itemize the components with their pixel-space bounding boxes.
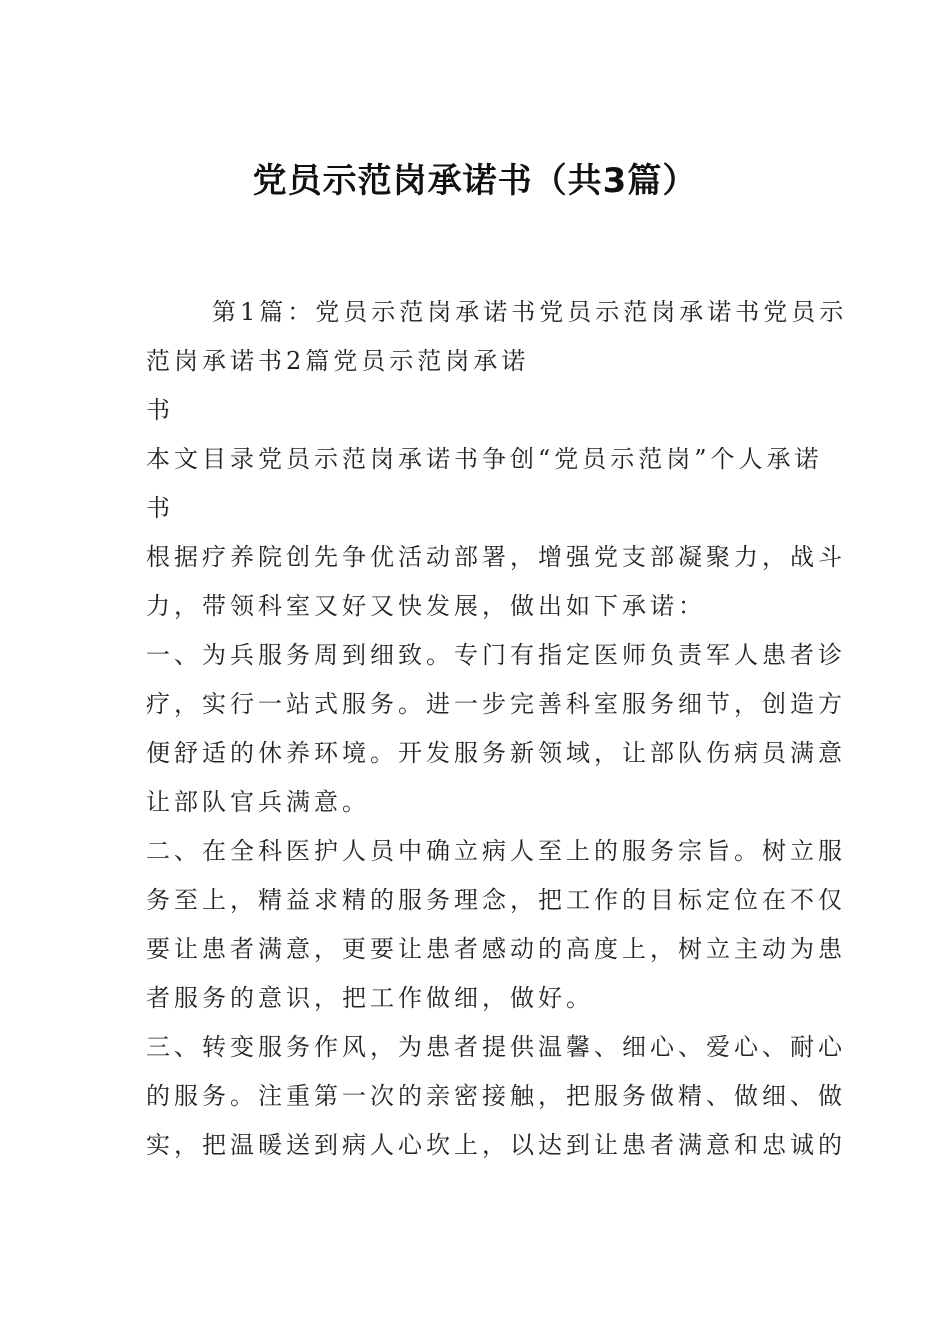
paragraph-line: 根据疗养院创先争优活动部署，增强党支部凝聚力，战斗 — [146, 543, 846, 571]
paragraph-line: 的服务。注重第一次的亲密接触，把服务做精、做细、做 — [146, 1082, 846, 1110]
paragraph-line: 三、转变服务作风，为患者提供温馨、细心、爱心、耐心 — [146, 1033, 846, 1061]
paragraph-line: 书 — [146, 396, 174, 424]
paragraph-line: 疗，实行一站式服务。进一步完善科室服务细节，创造方 — [146, 690, 846, 718]
paragraph-line: 一、为兵服务周到细致。专门有指定医师负责军人患者诊 — [146, 641, 846, 669]
paragraph-line: 让部队官兵满意。 — [146, 788, 370, 816]
document-body — [146, 288, 848, 1170]
paragraph-line: 务至上，精益求精的服务理念，把工作的目标定位在不仅 — [146, 886, 846, 914]
paragraph-line: 便舒适的休养环境。开发服务新领域，让部队伤病员满意 — [146, 739, 846, 767]
paragraph-line: 力，带领科室又好又快发展，做出如下承诺： — [146, 592, 706, 620]
paragraph-line: 本文目录党员示范岗承诺书争创“党员示范岗”个人承诺 — [146, 445, 823, 473]
paragraph-line: 第1篇：党员示范岗承诺书党员示范岗承诺书党员示 — [212, 298, 848, 326]
paragraph-line: 二、在全科医护人员中确立病人至上的服务宗旨。树立服 — [146, 837, 846, 865]
paragraph-line: 范岗承诺书2篇党员示范岗承诺 — [146, 347, 530, 375]
paragraph-line: 书 — [146, 494, 174, 522]
paragraph-line: 要让患者满意，更要让患者感动的高度上，树立主动为患 — [146, 935, 846, 963]
paragraph-line: 者服务的意识，把工作做细，做好。 — [146, 984, 594, 1012]
paragraph-line: 实，把温暖送到病人心坎上，以达到让患者满意和忠诚的 — [146, 1131, 846, 1159]
document-title: 党员示范岗承诺书（共3篇） — [252, 161, 698, 201]
